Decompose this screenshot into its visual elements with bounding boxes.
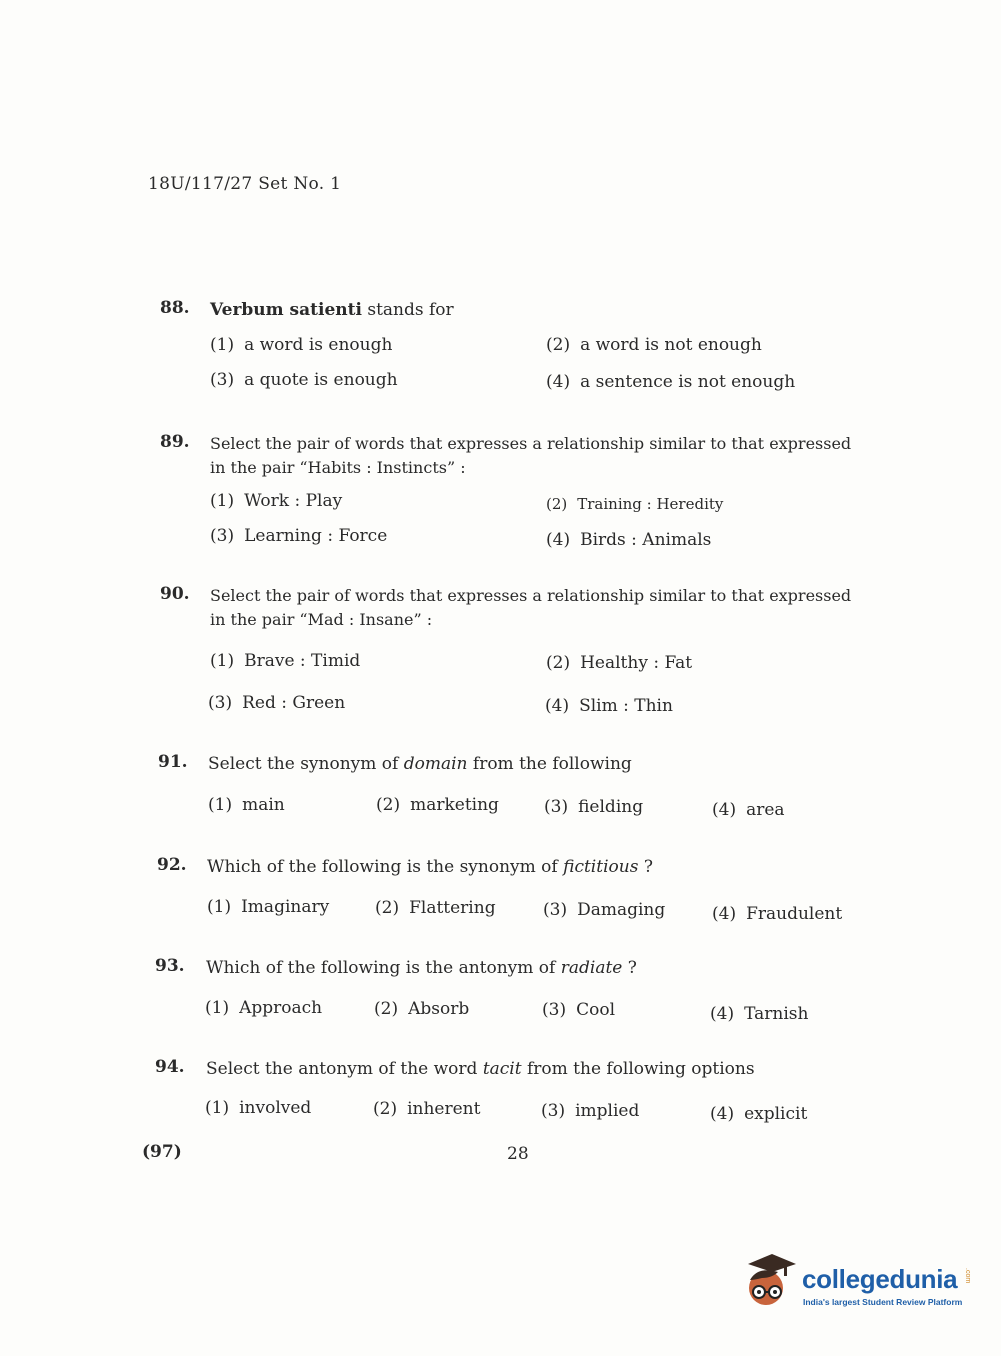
option-text: Work : Play [244, 491, 343, 511]
option-text: Healthy : Fat [580, 653, 693, 673]
option-text: Cool [576, 1000, 616, 1020]
question-text-after: ? [622, 958, 637, 978]
option-text: Damaging [577, 900, 666, 920]
option-number: (2) [546, 335, 571, 355]
option-text: fielding [578, 797, 644, 817]
logo-wordmark: collegedunia [802, 1264, 958, 1294]
option-text: main [242, 795, 285, 815]
option-3 [210, 526, 387, 546]
option-2 [376, 795, 499, 815]
option-text: Slim : Thin [579, 696, 673, 716]
question-text-rest: stands for [361, 300, 454, 320]
option-2 [546, 335, 762, 355]
option-3 [543, 900, 665, 920]
option-number: (3) [543, 900, 568, 920]
question-key-term: radiate [560, 958, 623, 978]
option-number: (1) [207, 897, 232, 917]
option-text: marketing [410, 795, 499, 815]
option-text: implied [575, 1101, 640, 1121]
option-text: Learning : Force [244, 526, 388, 546]
option-number: (2) [373, 1099, 398, 1119]
option-number: (3) [544, 797, 569, 817]
option-number: (4) [710, 1104, 735, 1124]
question-text-before: Which of the following is the synonym of [207, 857, 564, 877]
question-text-after: ? [638, 857, 653, 877]
option-4 [545, 696, 673, 716]
option-number: (4) [545, 696, 570, 716]
question-text-before: Which of the following is the antonym of [206, 958, 561, 978]
option-2 [546, 653, 692, 673]
logo-suffix: .com [964, 1268, 971, 1284]
option-2 [374, 999, 469, 1019]
option-4 [710, 1104, 807, 1124]
option-text: a word is enough [244, 335, 393, 355]
question-number: 89. [160, 432, 190, 452]
option-number: (3) [210, 526, 235, 546]
option-number: (4) [710, 1004, 735, 1024]
option-number: (1) [210, 491, 235, 511]
option-3 [542, 1000, 615, 1020]
option-text: Birds : Animals [580, 530, 712, 550]
option-text: area [746, 800, 785, 820]
option-number: (4) [546, 372, 571, 392]
option-text: inherent [407, 1099, 481, 1119]
option-4 [710, 1004, 808, 1024]
option-number: (3) [542, 1000, 567, 1020]
option-1 [205, 1098, 311, 1118]
option-1 [210, 651, 360, 671]
question-text-after: from the following options [521, 1059, 755, 1079]
question-text [210, 298, 910, 322]
question-number: 88. [160, 298, 190, 318]
option-4 [712, 800, 785, 820]
option-text: Red : Green [242, 693, 346, 713]
question-line-2: in the pair “Habits : Instincts” : [210, 458, 466, 477]
question-key-term: tacit [482, 1059, 522, 1079]
question-text [206, 1057, 906, 1081]
collegedunia-logo[interactable] [742, 1250, 972, 1320]
option-number: (2) [546, 653, 571, 673]
option-text: a quote is enough [244, 370, 398, 390]
option-number: (2) [376, 795, 401, 815]
option-number: (3) [541, 1101, 566, 1121]
option-text: Brave : Timid [244, 651, 361, 671]
option-1 [207, 897, 329, 917]
option-1 [210, 335, 392, 355]
option-3 [210, 370, 398, 390]
option-text: Flattering [409, 898, 496, 918]
question-text-before: Select the synonym of [208, 754, 404, 774]
question-text [206, 956, 906, 980]
option-text: a word is not enough [580, 335, 762, 355]
question-line-2: in the pair “Mad : Insane” : [210, 610, 433, 629]
option-1 [205, 998, 322, 1018]
option-text: Fraudulent [746, 904, 843, 924]
option-3 [544, 797, 643, 817]
question-bold-term: Verbum satienti [210, 300, 362, 320]
option-1 [208, 795, 285, 815]
footer-code: (97) [142, 1142, 182, 1162]
option-text: Training : Heredity [577, 495, 724, 513]
question-number: 93. [155, 956, 185, 976]
option-number: (2) [374, 999, 399, 1019]
option-text: a sentence is not enough [580, 372, 796, 392]
option-text: Absorb [408, 999, 470, 1019]
option-number: (3) [210, 370, 235, 390]
option-2 [546, 495, 723, 513]
option-4 [546, 530, 711, 550]
option-text: Approach [239, 998, 323, 1018]
option-2 [375, 898, 496, 918]
option-number: (1) [210, 335, 235, 355]
option-number: (4) [546, 530, 571, 550]
option-number: (1) [210, 651, 235, 671]
question-text [210, 432, 910, 480]
option-number: (2) [546, 495, 568, 513]
option-4 [546, 372, 795, 392]
option-3 [541, 1101, 639, 1121]
option-text: Imaginary [241, 897, 330, 917]
option-number: (3) [208, 693, 233, 713]
question-number: 91. [158, 752, 188, 772]
option-1 [210, 491, 342, 511]
question-text [208, 752, 908, 776]
logo-tagline: India's largest Student Review Platform [803, 1297, 963, 1307]
option-number: (2) [375, 898, 400, 918]
question-text-before: Select the antonym of the word [206, 1059, 483, 1079]
mascot-icon [742, 1250, 800, 1312]
option-3 [208, 693, 345, 713]
question-line-1: Select the pair of words that expresses a relationship similar to that expressed [210, 434, 852, 453]
page-number: 28 [507, 1144, 529, 1164]
option-text: explicit [744, 1104, 808, 1124]
option-text: involved [239, 1098, 312, 1118]
question-key-term: fictitious [563, 857, 639, 877]
option-number: (4) [712, 800, 737, 820]
option-2 [373, 1099, 480, 1119]
option-number: (4) [712, 904, 737, 924]
option-4 [712, 904, 842, 924]
question-number: 92. [157, 855, 187, 875]
option-number: (1) [205, 1098, 230, 1118]
option-number: (1) [205, 998, 230, 1018]
question-key-term: domain [403, 754, 468, 774]
question-text [207, 855, 907, 879]
option-number: (1) [208, 795, 233, 815]
paper-code: 18U/117/27 Set No. 1 [148, 174, 342, 194]
question-number: 90. [160, 584, 190, 604]
question-number: 94. [155, 1057, 185, 1077]
question-text-after: from the following [467, 754, 632, 774]
option-text: Tarnish [744, 1004, 809, 1024]
question-text [210, 584, 910, 632]
question-line-1: Select the pair of words that expresses a relationship similar to that expressed [210, 586, 852, 605]
